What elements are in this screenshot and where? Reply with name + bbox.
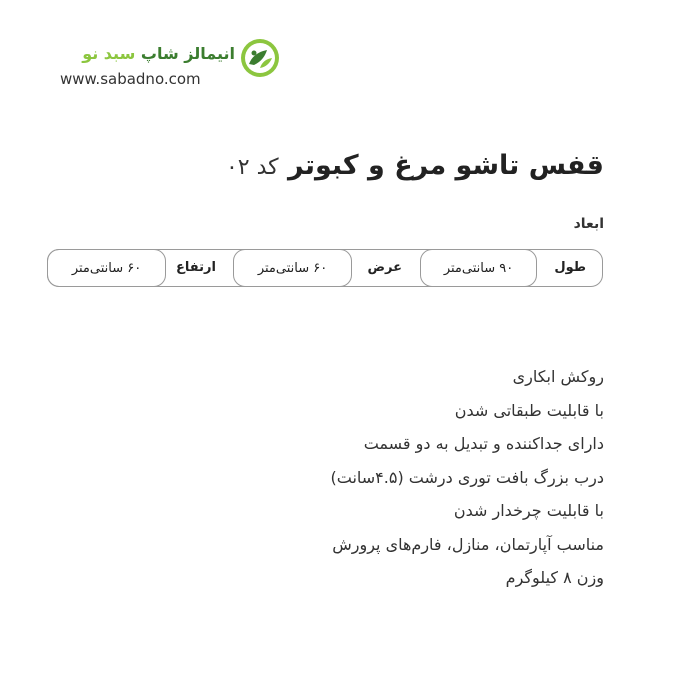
dimensions-label: ابعاد	[573, 216, 604, 232]
feature-item: وزن ۸ کیلوگرم	[505, 568, 604, 587]
feature-item: درب بزرگ بافت توری درشت (۴.۵سانت)	[330, 467, 604, 487]
brand-url[interactable]: www.sabadno.com	[60, 70, 201, 88]
animals-leaf-icon	[240, 38, 280, 78]
dimension-width-label: عرض	[367, 260, 402, 275]
features-list	[330, 360, 604, 595]
feature-item: با قابلیت چرخدار شدن	[453, 501, 604, 520]
feature-item: روکش ابکاری	[512, 367, 604, 386]
feature-item: با قابلیت طبقاتی شدن	[454, 400, 604, 420]
dimension-width-value: ۶۰ سانتی‌متر	[233, 249, 352, 287]
product-title-line	[226, 150, 604, 181]
product-code: کد ۰۲	[225, 155, 279, 180]
brand-logo[interactable]	[40, 38, 280, 98]
dimension-height-value: ۶۰ سانتی‌متر	[47, 249, 166, 287]
dimension-length-value: ۹۰ سانتی‌متر	[420, 249, 537, 287]
brand-name-part2: سبد نو	[82, 44, 136, 63]
feature-item: مناسب آپارتمان، منازل، فارم‌های پرورش	[332, 534, 604, 554]
dimensions-row	[47, 249, 603, 287]
feature-item: دارای جداکننده و تبدیل به دو قسمت	[363, 434, 604, 453]
brand-name	[82, 44, 235, 63]
brand-name-part1: انیمالز شاپ	[140, 44, 235, 63]
dimension-length-label: طول	[554, 260, 586, 275]
dimension-height-label: ارتفاع	[176, 260, 216, 275]
product-title: قفس تاشو مرغ و کبوتر	[288, 150, 604, 181]
